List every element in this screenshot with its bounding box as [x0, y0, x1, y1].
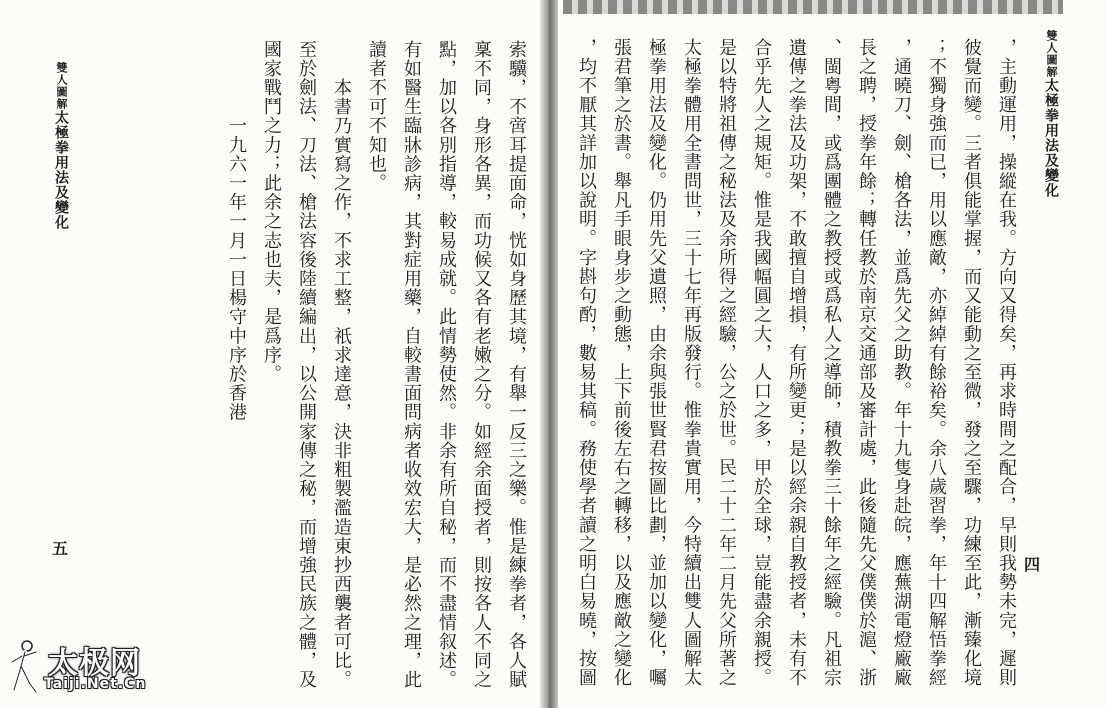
site-watermark: [4, 636, 204, 700]
text-column: ；不獨身強而已，用以應敵，亦綽綽有餘裕矣。余八歲習拳，年十四解悟拳經: [926, 38, 947, 688]
text-column: 長之聘，授拳年餘；轉任教於南京交通部及審計處，此後隨先父僕僕於滬、浙: [856, 38, 877, 688]
left-header-main: 太極拳用法及變化: [53, 110, 69, 230]
text-column: 遺傳之拳法及功架，不敢擅自增損，有所變更；是以經余親自教授者，未有不: [786, 38, 807, 688]
text-column: 稟不同，身形各異，而功候又各有老嫩之分。如經余面授者，則按各人不同之: [471, 40, 492, 690]
text-column: 張君筆之於書。舉凡手眼身步之動態，上下前後左右之轉移，以及應敵之變化: [611, 38, 632, 688]
text-column: 本書乃實寫之作，不求工整，祇求達意，決非粗製濫造東抄西襲者可比。: [331, 40, 352, 690]
text-column: 極拳用法及變化。仍用先父遺照，由余與張世賢君按圖比劃，並加以變化，囑: [646, 38, 667, 688]
top-edge-shadow: [563, 0, 1063, 14]
watermark-title: 太极网: [48, 646, 141, 681]
right-header-sub: 雙人圖解: [1045, 30, 1058, 78]
text-column: 讀者不可不知也。: [366, 40, 387, 193]
text-column: 國家戰鬥之力；此余之志也夫，是爲序。: [261, 40, 282, 384]
right-header-main: 太極拳用法及變化: [1043, 78, 1059, 198]
left-running-header: [52, 62, 70, 230]
right-running-header: [1042, 30, 1060, 198]
text-column: 至於劍法、刀法、槍法容後陸續編出，以公開家傳之秘，而增強民族之體，及: [296, 40, 317, 690]
signature-line: 一九六一年一月一日楊守中序於香港: [226, 40, 247, 422]
text-column: 、閩粤間，或爲團體之教授或爲私人之導師，積教拳三十餘年之經驗。凡祖宗: [821, 38, 842, 688]
text-column: 有如醫生臨牀診病，其對症用藥，自較書面問病者收效宏大，是必然之理，此: [401, 40, 422, 690]
taiji-figure-icon: [10, 640, 40, 694]
text-column: 合乎先人之規矩。惟是我國幅圓之大，人口之多，甲於全球，豈能盡余親授。: [751, 38, 772, 688]
right-page-number: 四: [1024, 555, 1041, 574]
left-page-number: 五: [52, 539, 69, 558]
watermark-url: Taiji.Net.Cn: [44, 676, 147, 692]
text-column: 索驥，不啻耳提面命，恍如身歷其境，有舉一反三之樂。惟是練拳者，各人賦: [506, 40, 527, 690]
text-column: 點，加以各別指導，較易成就。此情勢使然。非余有所自秘，而不盡情叙述。: [436, 40, 457, 690]
text-column: 彼覺而變。三者俱能掌握，而又能動之至微，發之至驟，功練至此，漸臻化境: [961, 38, 982, 688]
text-column: ，主動運用，操縱在我。方向又得矣，再求時間之配合，早則我勢未完，遲則: [996, 38, 1017, 688]
text-column: ，通曉刀、劍、槍各法，並爲先父之助教。年十九隻身赴皖，應蕪湖電燈廠廠: [891, 38, 912, 688]
text-column: ，均不厭其詳加以說明。字斟句酌，數易其稿。務使學者讀之明白易曉，按圖: [576, 38, 597, 688]
text-column: 太極拳體用全書問世，三十七年再版發行。惟拳貴實用，今特續出雙人圖解太: [681, 38, 702, 688]
left-header-sub: 雙人圖解: [55, 62, 68, 110]
book-gutter: [540, 0, 558, 708]
text-column: 是以特將祖傳之秘法及余所得之經驗，公之於世。民二十二年二月先父所著之: [716, 38, 737, 688]
